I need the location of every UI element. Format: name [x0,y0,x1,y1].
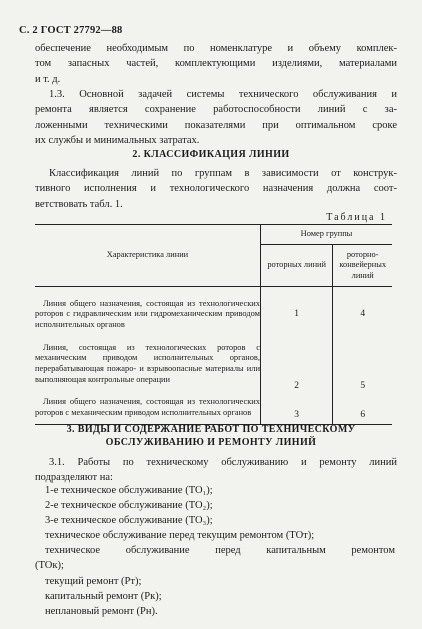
paragraph-1-3 [35,87,397,148]
classification-table [35,224,392,425]
intro-paragraph [35,41,397,87]
row-group-rotor-conveyor: 5 [333,337,392,392]
text-line: Классификация линий по группам в зависимости от конструк- [49,168,397,179]
text-line: ложенными техническими показателями при оптимальном сроке [35,119,397,131]
text-line: их службы и минимальных затратах. [35,134,200,146]
text-line: 3.1. Работы по техническому обслуживанию и ремонту линий [49,457,397,468]
text-line: обеспечение необходимым по номенклатуре и объему комплек- [35,43,397,54]
section-2-paragraph [35,166,397,212]
text-line: и т. д. [35,73,61,85]
list-item: техническое обслуживание перед капитальным ремонтом [45,545,395,557]
list-item: 3-е техническое обслуживание (ТО₃); [45,515,213,527]
list-item: неплановый ремонт (Рн). [45,605,158,617]
column-header-group: Номер группы [260,225,392,245]
text-line: подразделяют на: [35,472,113,484]
section-3-title-line-2: ОБСЛУЖИВАНИЮ И РЕМОНТУ ЛИНИЙ [105,437,317,448]
table-row [35,392,392,425]
column-header-rotor: роторных линий [260,245,332,287]
text-line: 1.3. Основной задачей системы технического обслуживания и [49,89,397,100]
section-2-title: 2. КЛАССИФИКАЦИЯ ЛИНИИ [132,149,290,160]
paragraph-3-1 [35,455,397,486]
text-line: ветствовать табл. 1. [35,198,123,210]
row-group-rotor-conveyor: 6 [333,392,392,425]
table-row [35,293,392,337]
page-header: С. 2 ГОСТ 27792—88 [19,25,123,36]
column-header-rotor-conveyor: роторно-конвейерных линий [333,245,392,287]
list-item: 1-е техническое обслуживание (ТО₁); [45,485,213,496]
table-row [35,337,392,392]
list-item: капитальный ремонт (Рк); [45,590,162,602]
list-item: (ТОк); [35,560,64,572]
list-item: 2-е техническое обслуживание (ТО₂); [45,500,213,512]
row-group-rotor-conveyor: 4 [333,293,392,337]
text-line: тивного исполнения и технологического назначения должна соот- [35,183,397,195]
row-group-rotor: 3 [260,392,332,425]
row-characteristic: Линия общего назначения, состоящая из технологических роторов с механическим приводом исполнительных органов [35,397,260,417]
row-characteristic: Линия, состоящая из технологических роторов с механическим приводом исполнительных органов, перерабатывающая пожаро- и взрывоопасные материалы или выполняющая контрольные операции [35,342,260,384]
table-caption: Таблица 1 [326,212,387,223]
text-line: том запасных частей, комплектующими изделиями, материалами [35,58,397,70]
row-group-rotor: 1 [260,293,332,337]
maintenance-types-list [35,483,395,619]
list-item: текущий ремонт (Рт); [45,575,142,587]
row-characteristic: Линия общего назначения, состоящая из технологических роторов с гидравлическим или гидромеханическим приводом исполнительных органов [35,298,260,329]
text-line: ремонта является сохранение работоспособности линий с за- [35,104,397,116]
column-header-characteristic: Характеристика линии [35,225,260,287]
list-item: техническое обслуживание перед текущим ремонтом (ТОт); [45,530,315,542]
row-group-rotor: 2 [260,337,332,392]
section-3-title-line-1: 3. ВИДЫ И СОДЕРЖАНИЕ РАБОТ ПО ТЕХНИЧЕСКОМУ [66,424,356,435]
